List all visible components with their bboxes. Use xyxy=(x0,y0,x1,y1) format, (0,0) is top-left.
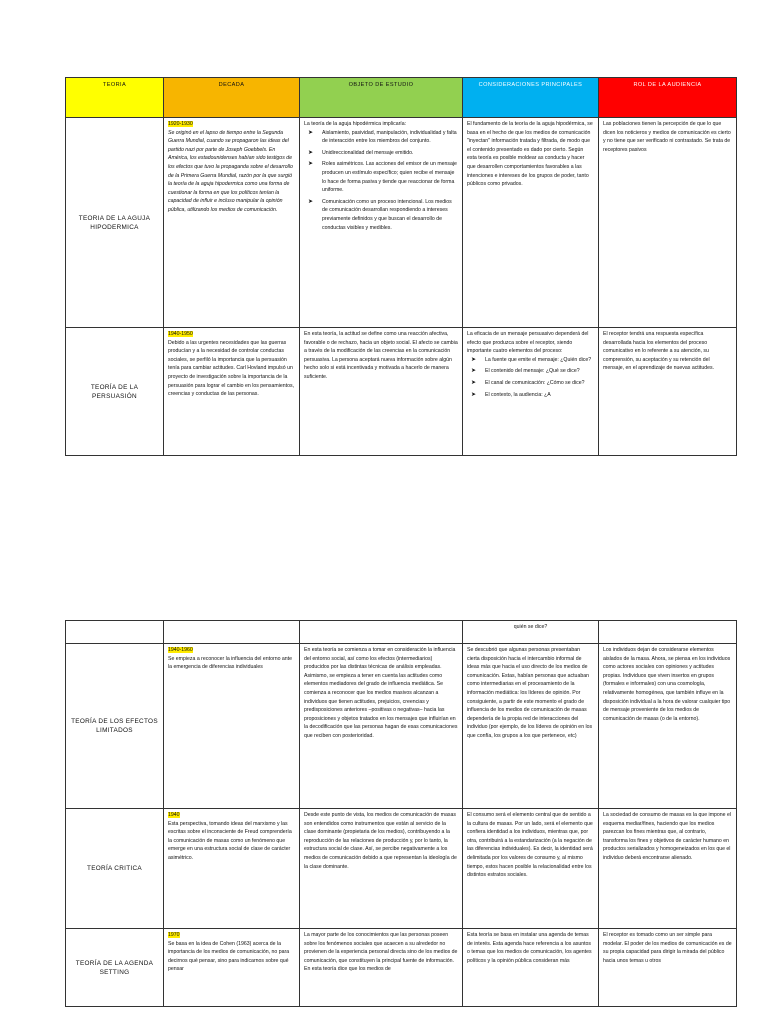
audience-cell: La sociedad de consumo de masas es la que impone el esquema mediar/fines, haciendo que los medios parezcan los fines mientras que, al contrario, transforma los fines y objetivos de carácter humano en productos serializados y homogeneizados en los que el individuo deberá encontrarse alienado. xyxy=(599,809,737,929)
table-row xyxy=(66,644,737,809)
considerations-cell: El consumo será el elemento central que de sentido a la cultura de masas. Por un lado, será el elemento que confiera identidad a los individuos, mientras que, por otra, contribuirá a la estandarización (a la negación de las diferencias individuales). Es decir, la identidad será delimitada por los valores de consumo y, al mismo tiempo, estos hacen posible la relacionalidad entre los distintos estratos sociales. xyxy=(463,809,599,929)
list-item: ➤ Roles asimétricos. Las acciones del emisor de un mensaje producen un estímulo específico; quien recibe el mensaje lo hace de forma pasiva y tiende que reaccionar de forma uniforme. xyxy=(308,161,457,194)
audience-cell: Los individuos dejan de considerarse elementos aislados de la masa. Ahora, se piensa en los individuos como actores sociales con opiniones y actitudes propias. Individuos que viven insertos en grupos (formales e informales) con una cosmología, relativamente homogénea, que también influye en la disposición individual a la hora de valorar cualquier tipo de mensaje proveniente de los medios de comunicación de masas (o de la entorno). xyxy=(599,644,737,809)
list-item: ➤ Unidireccionalidad del mensaje emitido. xyxy=(308,149,414,156)
empty-cell xyxy=(164,621,300,644)
header-teoria: TEORIA xyxy=(66,78,164,118)
arrow-bullet-icon: ➤ xyxy=(308,161,314,168)
continuation-text: quién se dice? xyxy=(463,621,599,644)
decade-cell xyxy=(164,328,300,456)
considerations-intro: La eficacia de un mensaje persuasivo dependerá del efecto que produzca sobre el receptor, siendo importante cuatro elementos del proceso: xyxy=(467,331,589,355)
arrow-bullet-icon: ➤ xyxy=(308,198,314,205)
header-consideraciones: CONSIDERACIONES PRINCIPALES xyxy=(463,78,599,118)
decade-text: Esta perspectiva, tomando ideas del marxismo y las escritas sobre el inconsciente de Freud comprendería la comunicación de masas como un fenómeno que emerge en una estructura social de clase de carácter asimétrico. xyxy=(168,820,292,861)
object-cell xyxy=(300,118,463,328)
list-item: ➤ Aislamiento, pasividad, manipulación, individualidad y falta de interacción entre los miembros del conjunto. xyxy=(308,129,457,145)
arrow-bullet-icon: ➤ xyxy=(471,391,477,398)
decade-label: 1940 xyxy=(168,812,180,818)
list-item: ➤ Comunicación como un proceso intencional. Los medios de comunicación desarrollan respondiendo a intereses previamente definidos y que buscan el desarrollo de conductas visibles y medibles. xyxy=(308,198,452,231)
object-cell: Desde este punto de vista, los medios de comunicación de masas son entendidos como instrumentos que están al servicio de la clase dominante (propietaria de los medios), contribuyendo a la reproducción de las relaciones de producción y, por lo tanto, la estructura social de clase. Así, se percibe negativamente a los medios de comunicación debido a que representan la ideología de la clase dominante. xyxy=(300,809,463,929)
object-cell: En esta teoría se comienza a tomar en consideración la influencia del entorno social, así como los efectos (intermediarios) producidos por las distintas técnicas de análisis empleadas. Asimismo, se empieza a tener en cuenta las actitudes como elementos mediadores del grado de influencia mediática. Se comienza a reconocer que los medios masivos alcanzan a individuos que tienen actitudes, prejuicios, creencias y predisposiciones anteriores –positivas o negativas– hacia las proposiciones y objetos tratados en los mensajes que influirían en la decodificación que las personas hagan de esas comunicaciones que reciben con posterioridad. xyxy=(300,644,463,809)
object-cell: La mayor parte de los conocimientos que las personas poseen sobre los fenómenos sociales que acaecen a su alrededor no provienen de la experiencia personal directa sino de los medios de comunicación, que constituyen la principal fuente de información. En esta teoría dice que los medios de xyxy=(300,929,463,1007)
considerations-cell xyxy=(463,328,599,456)
considerations-cell: Esta teoría se basa en instalar una agenda de temas de interés. Esta agenda hace referencia a los asuntos o temas que los medios de comunicación, los agentes políticos y la opinión pública consideran más xyxy=(463,929,599,1007)
list-item: ➤ El contexto, la audiencia: ¿A xyxy=(471,391,551,398)
decade-label: 1940-1950 xyxy=(168,331,193,337)
decade-text: Se basa en la idea de Cohen (1963) acerca de la importancia de los medios de comunicación, no para decirnos qué pensar, sino para indicarnos sobre qué pensar xyxy=(168,940,290,973)
arrow-bullet-icon: ➤ xyxy=(471,379,477,386)
header-rol-audiencia: ROL DE LA AUDIENCIA xyxy=(599,78,737,118)
theory-name: TEORÍA DE LA PERSUASIÓN xyxy=(66,328,164,456)
considerations-list xyxy=(467,356,594,399)
considerations-cell: Se descubrió que algunas personas presentaban cierta disposición hacia el intercambio informal de ideas más que hacia el uso directo de los medios de comunicación. Estas, habían personas que actuaban como intermediarias en el procesamiento de la información mediática: los líderes de opinión. Por consiguiente, a partir de este momento el grado de influencia de los medios de comunicación de masas dependería de la propia red de interacciones del individuo (por ejemplo, de los líderes de opinión en los que confía, los grupos a los que pertenece, etc) xyxy=(463,644,599,809)
theory-name: TEORÍA DE LA AGENDA SETTING xyxy=(66,929,164,1007)
decade-label: 1940-1960 xyxy=(168,647,193,653)
decade-label: 1970 xyxy=(168,932,180,938)
list-item: ➤ El canal de comunicación: ¿Cómo se dice? xyxy=(471,379,585,386)
list-item: ➤ La fuente que emite el mensaje: ¿Quién dice? xyxy=(471,356,592,363)
table-row xyxy=(66,118,737,328)
empty-cell xyxy=(300,621,463,644)
decade-cell xyxy=(164,118,300,328)
empty-cell xyxy=(599,621,737,644)
arrow-bullet-icon: ➤ xyxy=(308,129,314,136)
theories-table-part-2 xyxy=(65,620,737,1007)
header-decada: DECADA xyxy=(164,78,300,118)
table-row xyxy=(66,328,737,456)
list-item: ➤ El contenido del mensaje: ¿Qué se dice? xyxy=(471,368,580,375)
audience-cell: El receptor tendrá una respuesta específica desarrollada hacia los elementos del proceso comunicativo en lo referente a su atención, su comprensión, su aceptación y su retención del mensaje, en el aprendizaje de nuevas actitudes. xyxy=(599,328,737,456)
audience-cell: El receptor es tomado como un ser simple para modelar. El poder de los medios de comunicación es de su propia capacidad para dirigir la mirada del público hacia unos temas u otros xyxy=(599,929,737,1007)
audience-cell: Las poblaciones tienen la percepción de que lo que dicen los noticieros y medios de comunicación es cierto y no tiene que ser verificado ni contrastado. Se trata de receptores pasivos xyxy=(599,118,737,328)
decade-label: 1920-1930 xyxy=(168,121,193,127)
header-objeto: OBJETO DE ESTUDIO xyxy=(300,78,463,118)
arrow-bullet-icon: ➤ xyxy=(471,368,477,375)
theory-name: TEORÍA DE LOS EFECTOS LIMITADOS xyxy=(66,644,164,809)
object-intro: La teoría de la aguja hipodérmica implicaría: xyxy=(304,121,407,127)
decade-cell xyxy=(164,809,300,929)
decade-text: Debido a las urgentes necesidades que las guerras producían y a la necesidad de controlar conductas sociales, se perfiló la importancia que la persuasión tenía para cambiar actitudes. Carl Hovland impulsó un proyecto de investigación sobre la importancia de la persuasión para lograr el cambio en los pensamientos, creencias y conductas de las personas. xyxy=(168,339,295,398)
arrow-bullet-icon: ➤ xyxy=(471,356,477,363)
table-row xyxy=(66,809,737,929)
theory-name: TEORIA DE LA AGUJA HIPODERMICA xyxy=(66,118,164,328)
empty-cell xyxy=(66,621,164,644)
theory-name: TEORÍA CRITICA xyxy=(66,809,164,929)
object-cell: En esta teoría, la actitud se define como una reacción afectiva, favorable o de rechazo, hacia un objeto social. El afecto se cambia a través de la modificación de las creencias en la comunicación persuasiva. La persona aceptará nueva información sobre algún hecho solo si está incentivada y motivada a hacerlo de manera suficiente. xyxy=(300,328,463,456)
table-row xyxy=(66,929,737,1007)
arrow-bullet-icon: ➤ xyxy=(308,149,314,156)
decade-cell xyxy=(164,929,300,1007)
continuation-row xyxy=(66,621,737,644)
considerations-cell: El fundamento de la teoría de la aguja hipodérmica, se basa en el hecho de que los medios de comunicación "inyectan" información tratada y filtrada, de modo que el contenido presentado es dado por cierto. Según esta teoría es posible moldear as conducta y hacer que desarrollen comportamientos favorables a las intenciones e intereses de los grupos de poder, tanto públicos como privados. xyxy=(463,118,599,328)
decade-text: Se empieza a reconocer la influencia del entorno ante la emergencia de diferencias individuales xyxy=(168,655,293,671)
theories-table-part-1 xyxy=(65,77,737,456)
table-header-row xyxy=(66,78,737,118)
decade-cell xyxy=(164,644,300,809)
decade-text: Se originó en el lapso de tiempo entre la Segunda Guerra Mundial, cuando se propagaron las ideas del partido nazi por parte de Joseph Goebbels. En América, los estadounidenses habían sido testigos de los efectos que tuvo la propaganda sobre el desarrollo de la Primera Guerra Mundial, razón por la que surgió la teoría de la aguja hipodermica como una forma de cuestionar la forma en que los políticos tenían la capacidad de influir e incluso manipular la opinión pública, utilizando los medios de comunicación. xyxy=(168,129,293,213)
object-list xyxy=(304,129,458,233)
